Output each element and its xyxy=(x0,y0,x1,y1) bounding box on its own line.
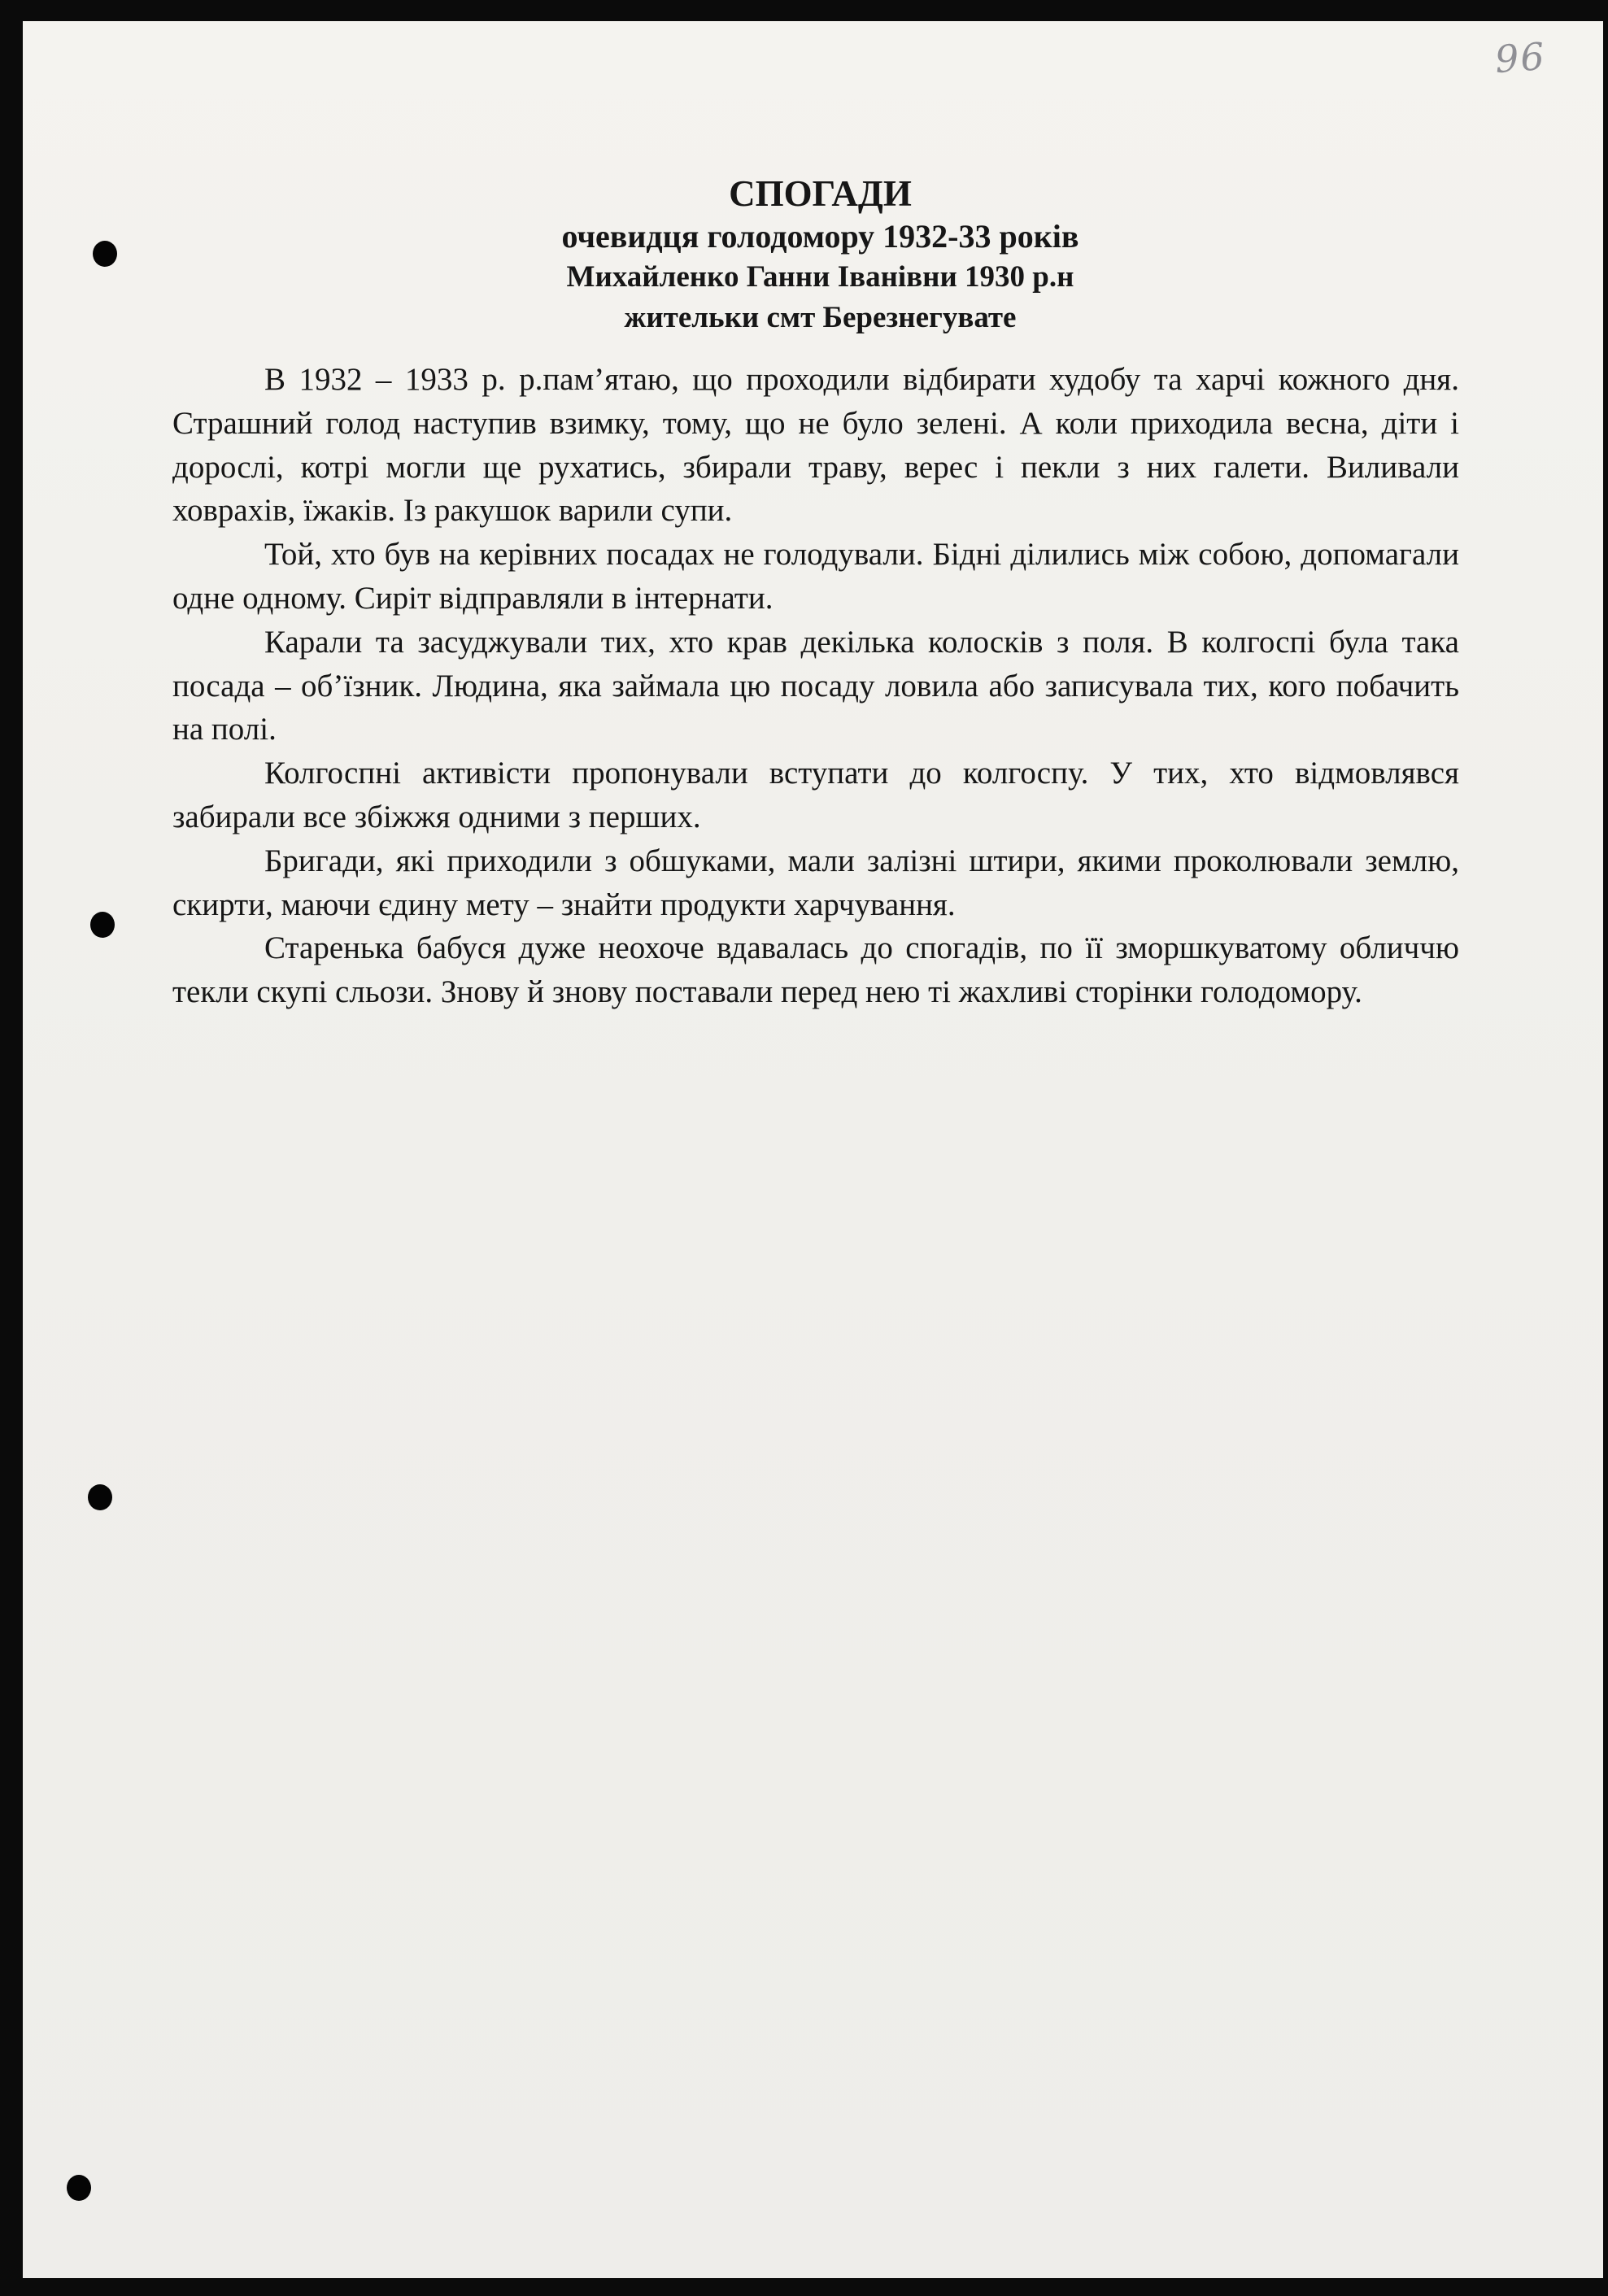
document-body xyxy=(172,358,1459,1014)
paragraph: Старенька бабуся дуже неохоче вдавалась до спогадів, по її зморшкуватому обличчю текли скупі сльози. Знову й знову поставали перед нею ті жахливі сторінки голодомору. xyxy=(172,930,1459,1010)
document-subtitle: очевидця голодомору 1932-33 років xyxy=(561,218,1079,255)
witness-name: Михайленко Ганни Іванівни 1930 р.н xyxy=(566,260,1074,294)
document-header xyxy=(0,171,1608,338)
witness-residence: жительки смт Березнегувате xyxy=(624,301,1017,334)
paragraph: Бригади, які приходили з обшуками, мали залізні штири, якими проколювали землю, скирти, маючи єдину мету – знайти продукти харчування. xyxy=(172,843,1459,922)
page-number: 96 xyxy=(1493,33,1548,82)
punch-hole xyxy=(88,1484,112,1510)
punch-hole xyxy=(90,912,115,938)
paragraph: Колгоспні активісти пропонували вступати до колгоспу. У тих, хто відмовлявся забирали все збіжжя одними з перших. xyxy=(172,756,1459,834)
punch-hole xyxy=(67,2175,91,2201)
paragraph: Карали та засуджували тих, хто крав декілька колосків з поля. В колгоспі була така посада – об’їзник. Людина, яка займала цю посаду ловила або записувала тих, кого побачить на полі. xyxy=(172,624,1459,747)
paragraph: Той, хто був на керівних посадах не голодували. Бідні ділились між собою, допомагали одне одному. Сиріт відправляли в інтернати. xyxy=(172,537,1459,616)
document-title: СПОГАДИ xyxy=(729,173,912,214)
paragraph: В 1932 – 1933 р. р.пам’ятаю, що проходили відбирати худобу та харчі кожного дня. Страшний голод наступив взимку, тому, що не було зелені. А коли приходила весна, діти і дорослі, котрі могли ще рухатись, збирали траву, верес і пекли з них галети. Виливали ховрахів, їжаків. Із ракушок варили супи. xyxy=(172,362,1459,529)
